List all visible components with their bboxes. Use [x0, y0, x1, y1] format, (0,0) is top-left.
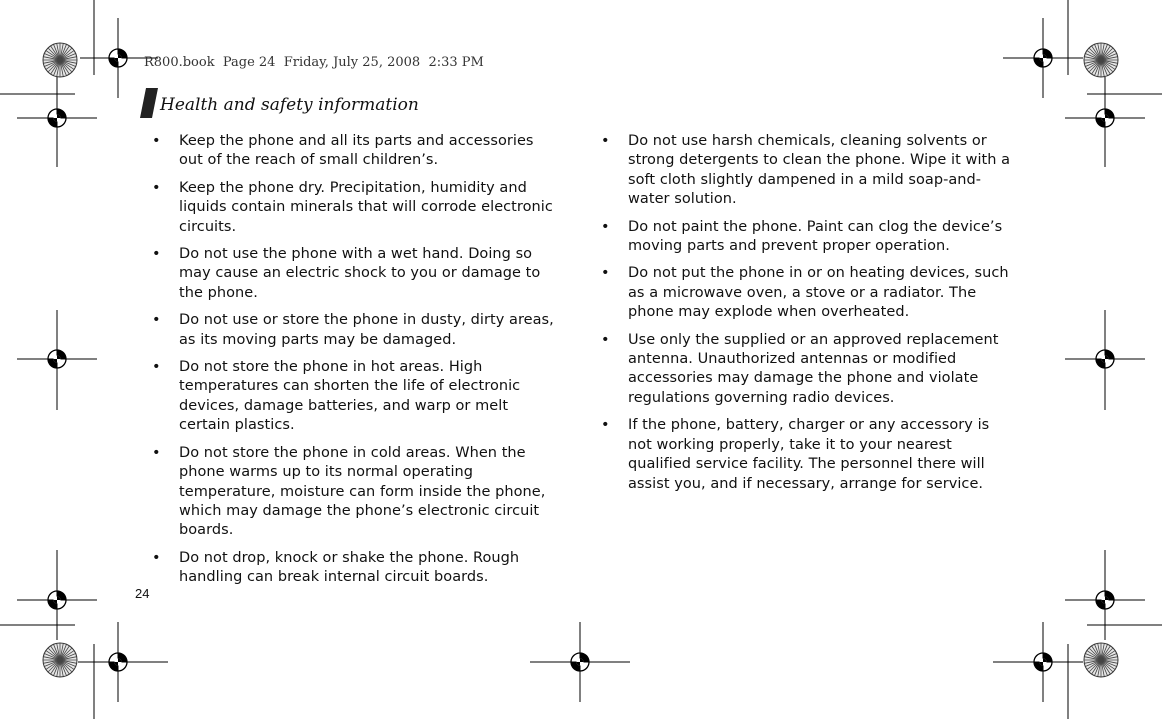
right-bullet-list	[601, 132, 1011, 502]
list-item-text: If the phone, battery, charger or any accessory is not working properly, take it to your nearest qualified service facility. The personnel there will assist you, and if necessary, arrange for service.	[628, 417, 990, 492]
list-item-text: Do not use the phone with a wet hand. Doing so may cause an electric shock to you or damage to the phone.	[179, 246, 541, 301]
list-item-text: Do not put the phone in or on heating devices, such as a microwave oven, a stove or a radiator. The phone may explode when overheated.	[628, 265, 1009, 321]
list-item	[152, 179, 562, 237]
bullet-icon: •	[152, 549, 161, 566]
section-title: Health and safety information	[160, 95, 419, 115]
list-item-text: Use only the supplied or an approved replacement antenna. Unauthorized antennas or modified accessories may damage the phone and violate regulations governing radio devices.	[628, 331, 999, 406]
bullet-icon: •	[601, 265, 610, 282]
list-item	[601, 331, 1011, 409]
bullet-icon: •	[601, 133, 610, 149]
list-item-text: Do not paint the phone. Paint can clog the device’s moving parts and prevent proper operation.	[628, 218, 1003, 255]
page-number: 24	[135, 586, 150, 601]
header-tab-marker	[140, 88, 158, 118]
list-item-text: Do not store the phone in cold areas. When the phone warms up to its normal operating temperature, moisture can form inside the phone, which may damage the phone’s electronic circuit boards.	[179, 444, 546, 539]
bullet-icon: •	[152, 179, 161, 196]
list-item	[601, 132, 1011, 210]
bullet-icon: •	[152, 133, 161, 149]
bullet-icon: •	[152, 246, 161, 263]
list-item-text: Do not drop, knock or shake the phone. Rough handling can break internal circuit boards.	[179, 549, 520, 586]
bullet-icon: •	[152, 312, 161, 329]
bullet-icon: •	[601, 218, 610, 235]
list-item	[601, 264, 1011, 322]
bullet-icon: •	[152, 359, 161, 376]
list-item	[601, 218, 1011, 257]
list-item	[152, 549, 562, 588]
section-header	[140, 88, 560, 118]
list-item	[152, 358, 562, 436]
bullet-icon: •	[152, 444, 161, 461]
bullet-icon: •	[601, 331, 610, 348]
print-slug: R800.book Page 24 Friday, July 25, 2008 2:33 PM	[144, 55, 484, 70]
list-item	[152, 444, 562, 541]
list-item	[152, 245, 562, 303]
list-item	[152, 132, 562, 171]
list-item	[601, 416, 1011, 494]
list-item-text: Keep the phone dry. Precipitation, humidity and liquids contain minerals that will corrode electronic circuits.	[179, 179, 553, 235]
bullet-icon: •	[601, 417, 610, 434]
list-item-text: Do not use or store the phone in dusty, dirty areas, as its moving parts may be damaged.	[179, 312, 554, 348]
list-item-text: Do not store the phone in hot areas. High temperatures can shorten the life of electronic devices, damage batteries, and warp or melt certain plastics.	[179, 359, 521, 434]
list-item-text: Keep the phone and all its parts and accessories out of the reach of small children’s.	[179, 133, 534, 169]
list-item-text: Do not use harsh chemicals, cleaning solvents or strong detergents to clean the phone. Wipe it with a soft cloth slightly dampened in a mild soap-and-water solution.	[628, 133, 1011, 208]
left-bullet-list	[152, 132, 562, 596]
list-item	[152, 311, 562, 350]
